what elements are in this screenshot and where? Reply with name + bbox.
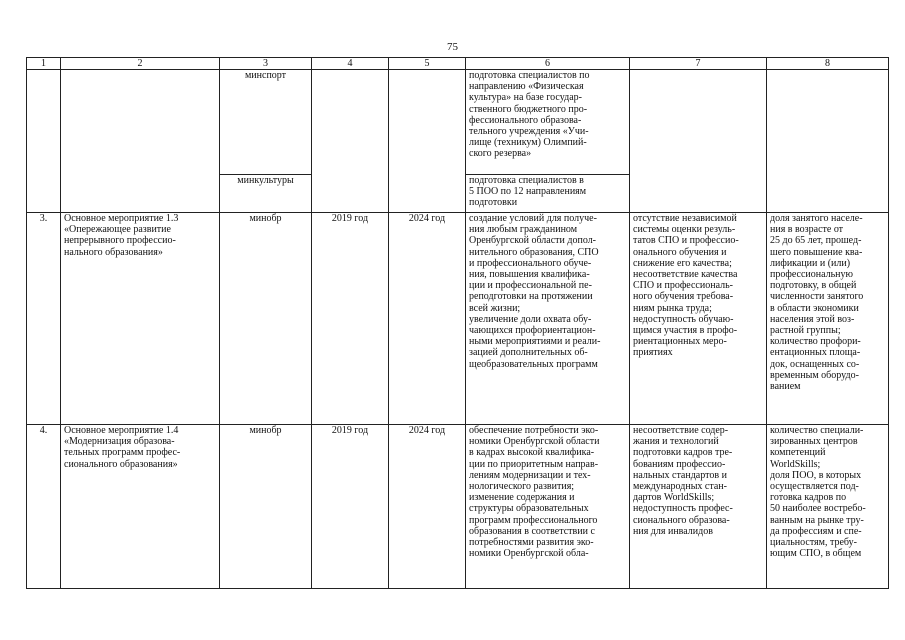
text-line: ния для инвалидов xyxy=(633,525,713,537)
text-line: временным оборудо- xyxy=(770,369,859,381)
text-line: зированных центров xyxy=(770,436,858,448)
end-cell: 2024 год xyxy=(389,425,466,589)
text-line: направлению «Физическая xyxy=(469,81,584,93)
header-cell: 8 xyxy=(767,58,889,70)
end-cell xyxy=(389,70,466,213)
text-line: ванием xyxy=(770,381,801,393)
text-line: реподготовки на протяжении xyxy=(469,291,593,303)
table-row xyxy=(27,425,889,589)
text-line: ского резерва» xyxy=(469,148,532,160)
text-line: Основное мероприятие 1.4 xyxy=(64,425,179,436)
text-line: Основное мероприятие 1.3 xyxy=(64,213,179,224)
text-line: циальностям, требу- xyxy=(770,537,857,549)
text-line: сионального образования» xyxy=(64,458,178,470)
text-line: татов СПО и профессио- xyxy=(633,235,739,247)
text-line: несоответствие качества xyxy=(633,269,738,281)
header-cell: 6 xyxy=(466,58,630,70)
header-cell: 2 xyxy=(61,58,220,70)
text-line: культура» на базе государ- xyxy=(469,92,582,104)
text-line: увеличение доли охвата обу- xyxy=(469,313,592,325)
result-cell xyxy=(466,175,630,213)
text-line: ванным на рынке тру- xyxy=(770,514,864,526)
text-line: профессиональную xyxy=(770,269,853,281)
text-line: лениям модернизации и тех- xyxy=(469,469,591,481)
text-line: населения этой воз- xyxy=(770,313,855,325)
text-line: количество специали- xyxy=(770,425,864,436)
measure-cell xyxy=(61,425,220,589)
text-line: ния любым гражданином xyxy=(469,224,578,236)
text-line: компетенций xyxy=(770,447,826,459)
text-line: жания и технологий xyxy=(633,436,719,448)
text-line: шего повышение ква- xyxy=(770,246,863,258)
text-line: ции по приоритетным направ- xyxy=(469,458,599,470)
text-line: в кадрах высокой квалифика- xyxy=(469,447,595,459)
page-number: 75 xyxy=(447,41,458,53)
text-line: программ профессионального xyxy=(469,514,598,526)
text-line: создание условий для получе- xyxy=(469,213,597,224)
text-line: СПО и профессиональ- xyxy=(633,280,733,292)
text-line: тельного учреждения «Учи- xyxy=(469,126,589,138)
text-line: «Опережающее развитие xyxy=(64,224,171,236)
text-line: ными мероприятиями и реали- xyxy=(469,336,601,348)
text-line: нального образования» xyxy=(64,246,163,258)
text-line: щеобразовательных программ xyxy=(469,358,598,370)
measures-table xyxy=(26,57,889,589)
text-line: образования в соответствии с xyxy=(469,525,595,537)
text-line: бованиям профессио- xyxy=(633,458,726,470)
text-line: изменение содержания и xyxy=(469,492,575,504)
text-line: всей жизни; xyxy=(469,302,521,314)
text-line: в области экономики xyxy=(770,302,859,314)
text-line: подготовка специалистов в xyxy=(469,175,584,186)
consequence-cell xyxy=(630,70,767,213)
indicator-cell xyxy=(767,70,889,213)
header-cell: 5 xyxy=(389,58,466,70)
executor-cell: минкультуры xyxy=(220,175,312,213)
text-line: системы оценки резуль- xyxy=(633,224,736,236)
text-line: WorldSkills; xyxy=(770,458,821,470)
text-line: риентационных меро- xyxy=(633,336,727,348)
num-cell: 4. xyxy=(27,425,61,589)
text-line: количество профори- xyxy=(770,336,861,348)
text-line: дартов WorldSkills; xyxy=(633,492,715,504)
text-line: и профессионального обуче- xyxy=(469,257,592,269)
header-cell: 3 xyxy=(220,58,312,70)
executor-cell: минобр xyxy=(220,213,312,425)
header-cell: 7 xyxy=(630,58,767,70)
text-line: ственного бюджетного про- xyxy=(469,103,588,115)
text-line: подготовки кадров тре- xyxy=(633,447,733,459)
text-line: непрерывного профессио- xyxy=(64,235,176,247)
executor-cell: минспорт xyxy=(220,70,312,175)
text-line: несоответствие содер- xyxy=(633,425,729,436)
text-line: 25 до 65 лет, прошед- xyxy=(770,235,862,247)
text-line: сионального образова- xyxy=(633,514,730,526)
executor-cell: минобр xyxy=(220,425,312,589)
text-line: Оренбургской области допол- xyxy=(469,235,597,247)
result-cell xyxy=(466,213,630,425)
start-cell xyxy=(312,70,389,213)
measure-cell xyxy=(61,213,220,425)
num-cell xyxy=(27,70,61,213)
text-line: нальных стандартов и xyxy=(633,469,727,481)
text-line: док, оснащенных со- xyxy=(770,358,860,370)
text-line: обеспечение потребности эко- xyxy=(469,425,599,436)
text-line: осуществляется под- xyxy=(770,481,859,493)
consequence-cell xyxy=(630,213,767,425)
text-line: лификации и (или) xyxy=(770,257,851,269)
header-cell: 1 xyxy=(27,58,61,70)
text-line: 5 ПОО по 12 направлениям xyxy=(469,186,587,198)
text-line: потребностями развития эко- xyxy=(469,537,594,549)
text-line: ного обучения требова- xyxy=(633,291,734,303)
text-line: доля занятого населе- xyxy=(770,213,863,224)
consequence-cell xyxy=(630,425,767,589)
result-cell xyxy=(466,70,630,175)
text-line: чающихся профориентацион- xyxy=(469,325,596,337)
text-line: доля ПОО, в которых xyxy=(770,469,862,481)
end-cell: 2024 год xyxy=(389,213,466,425)
table-row-continued-a xyxy=(27,70,889,175)
text-line: численности занятого xyxy=(770,291,864,303)
text-line: ния в возрасте от xyxy=(770,224,844,236)
text-line: 50 наиболее востребо- xyxy=(770,503,866,515)
start-cell: 2019 год xyxy=(312,425,389,589)
text-line: ния, повышения квалифика- xyxy=(469,269,590,281)
text-line: отсутствие независимой xyxy=(633,213,737,224)
text-line: недоступность обучаю- xyxy=(633,313,734,325)
header-cell: 4 xyxy=(312,58,389,70)
text-line: снижение его качества; xyxy=(633,257,732,269)
indicator-cell xyxy=(767,425,889,589)
text-line: растной группы; xyxy=(770,325,841,337)
num-cell: 3. xyxy=(27,213,61,425)
text-line: лище (техникум) Олимпий- xyxy=(469,137,587,149)
text-line: тельных программ профес- xyxy=(64,447,181,459)
text-line: да профессиям и спе- xyxy=(770,525,862,537)
text-line: подготовку, в общей xyxy=(770,280,857,292)
text-line: ентационных площа- xyxy=(770,347,861,359)
text-line: готовка кадров по xyxy=(770,492,847,504)
text-line: нологического развития; xyxy=(469,481,575,493)
text-line: номики Оренбургской обла- xyxy=(469,548,589,560)
text-line: «Модернизация образова- xyxy=(64,436,175,448)
text-line: подготовки xyxy=(469,197,518,209)
text-line: приятиях xyxy=(633,347,673,359)
measure-cell xyxy=(61,70,220,213)
table-row xyxy=(27,213,889,425)
header-row xyxy=(27,58,889,70)
text-line: международных стан- xyxy=(633,481,727,493)
text-line: фессионального образова- xyxy=(469,114,582,126)
text-line: зацией дополнительных об- xyxy=(469,347,588,359)
text-line: щимся участия в профо- xyxy=(633,325,738,337)
text-line: ции и профессиональной пе- xyxy=(469,280,592,292)
text-line: недоступность профес- xyxy=(633,503,733,515)
result-cell xyxy=(466,425,630,589)
start-cell: 2019 год xyxy=(312,213,389,425)
text-line: номики Оренбургской области xyxy=(469,436,600,448)
indicator-cell xyxy=(767,213,889,425)
text-line: нительного образования, СПО xyxy=(469,246,599,258)
text-line: подготовка специалистов по xyxy=(469,70,590,81)
text-line: онального обучения и xyxy=(633,246,727,258)
text-line: ющим СПО, в общем xyxy=(770,548,862,560)
text-line: структуры образовательных xyxy=(469,503,589,515)
text-line: ниям рынка труда; xyxy=(633,302,712,314)
